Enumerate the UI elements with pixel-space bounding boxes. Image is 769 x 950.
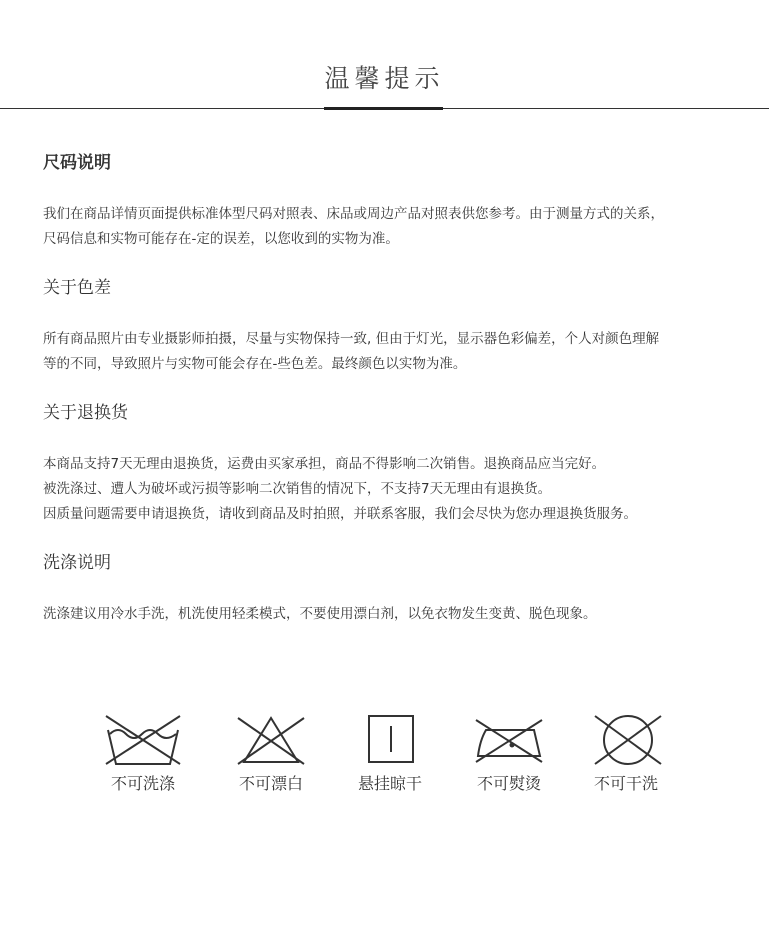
section-text-color (43, 327, 733, 377)
care-item-no-dry-clean (576, 710, 676, 794)
care-label: 不可漂白 (238, 774, 303, 793)
text-line: 本商品支持7天无理由退换货，运费由买家承担，商品不得影响二次销售。退换商品应当完好。 (43, 456, 606, 472)
text-line: 洗涤建议用冷水手洗，机洗使用轻柔模式，不要使用漂白剂，以免衣物发生变黄、脱色现象。 (43, 606, 597, 622)
section-heading-returns: 关于退换货 (43, 403, 128, 423)
no-wash-icon (96, 710, 190, 766)
section-text-returns (43, 452, 733, 527)
care-item-hang-dry (340, 710, 440, 794)
hang-dry-icon (343, 710, 437, 766)
care-item-no-iron (459, 710, 559, 794)
text-line: 因质量问题需要申请退换货，请收到商品及时拍照，并联系客服，我们会尽快为您办理退换货服务。 (43, 506, 637, 522)
section-heading-washing: 洗涤说明 (43, 553, 111, 573)
text-line: 被洗涤过、遭人为破坏或污损等影响二次销售的情况下，不支持7天无理由有退换货。 (43, 481, 552, 497)
care-label: 悬挂晾干 (357, 774, 422, 793)
no-bleach-icon (224, 710, 318, 766)
section-heading-color: 关于色差 (43, 278, 111, 298)
title-underline (324, 107, 443, 110)
page-title: 温馨提示 (324, 64, 445, 93)
text-line: 尺码信息和实物可能存在-定的误差，以您收到的实物为准。 (43, 231, 399, 247)
section-heading-size: 尺码说明 (43, 153, 111, 173)
care-label: 不可干洗 (593, 774, 658, 793)
section-text-size (43, 202, 733, 252)
no-dry-clean-icon (579, 710, 673, 766)
no-iron-icon (462, 710, 556, 766)
header (0, 0, 769, 112)
care-item-no-bleach (221, 710, 321, 794)
care-label: 不可洗涤 (110, 774, 175, 793)
section-text-washing (43, 602, 733, 627)
care-label: 不可熨烫 (476, 774, 541, 793)
text-line: 所有商品照片由专业摄影师拍摄，尽量与实物保持一致, 但由于灯光，显示器色彩偏差，个人对颜色理解 (43, 331, 660, 347)
text-line: 我们在商品详情页面提供标准体型尺码对照表、床品或周边产品对照表供您参考。由于测量方式的关系， (43, 206, 664, 222)
text-line: 等的不同，导致照片与实物可能会存在-些色差。最终颜色以实物为准。 (43, 356, 467, 372)
care-item-no-wash (93, 710, 193, 794)
